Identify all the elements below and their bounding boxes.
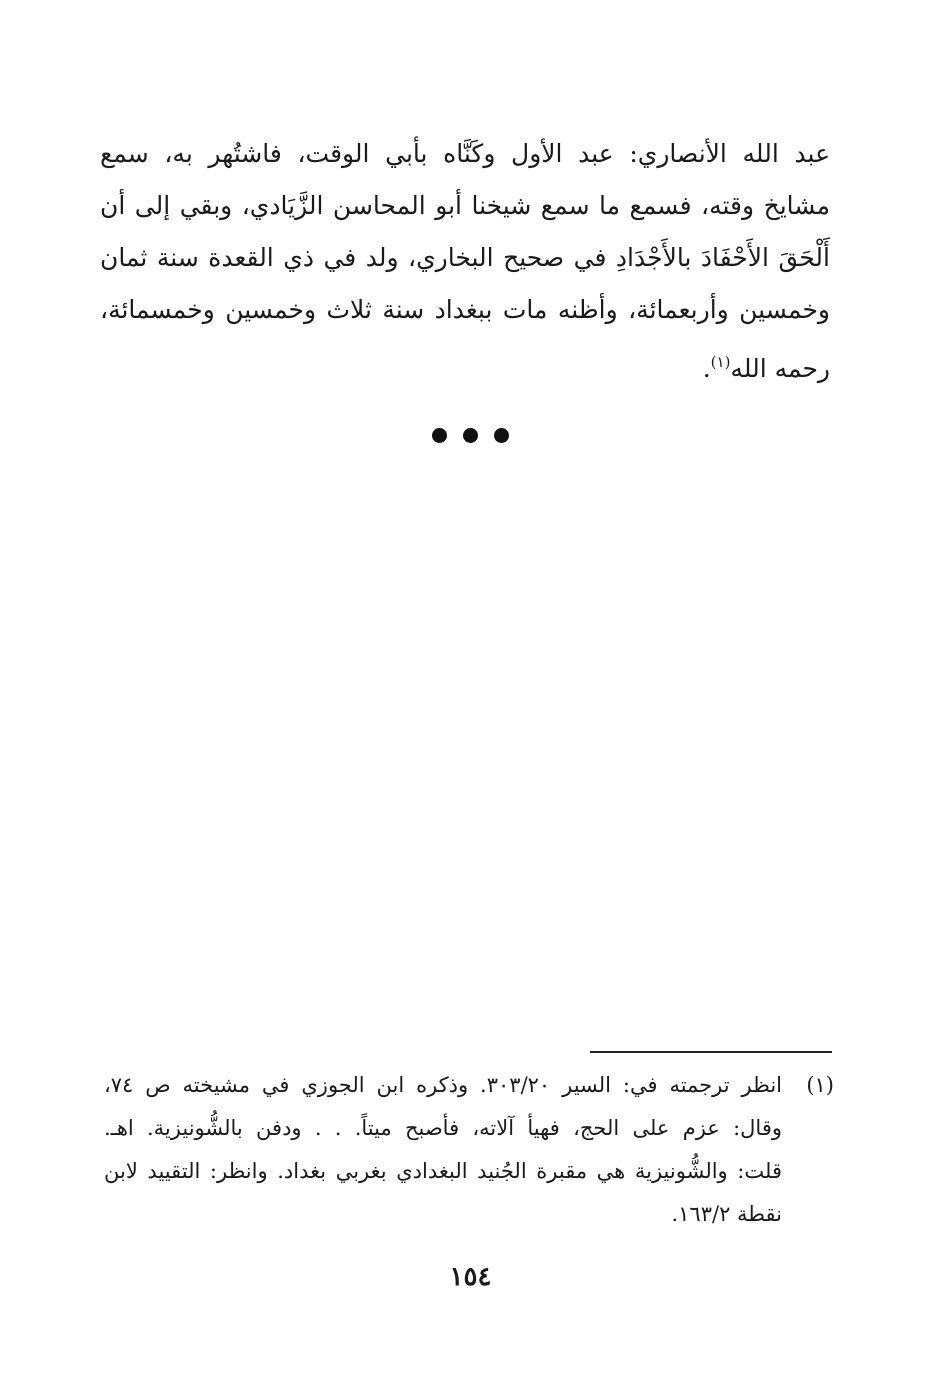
separator-dot <box>463 428 478 443</box>
footnote-marker: (١) <box>806 1073 834 1097</box>
main-text-block <box>100 128 830 388</box>
text-line-5-content: رحمه الله <box>730 354 830 383</box>
separator-dot <box>494 428 509 443</box>
text-line-3: أَلْحَقَ الأَحْفَادَ بالأَجْدَادِ في صحيح البخاري، ولد في ذي القعدة سنة ثمان <box>100 243 830 272</box>
footnote-line-3: قلت: والشُّونيزية هي مقبرة الجُنيد البغدادي بغربي بغداد. وانظر: التقييد لابن <box>104 1159 782 1183</box>
footnotes-block <box>104 1064 834 1236</box>
page-number: ١٥٤ <box>449 1262 492 1292</box>
footnote-1 <box>104 1064 834 1236</box>
text-line-1: عبد الله الأنصاري: عبد الأول وكَنَّاه بأبي الوقت، فاشتُهر به، سمع <box>100 139 830 168</box>
text-line-4: وخمسين وأربعمائة، وأظنه مات ببغداد سنة ثلاث وخمسين وخمسمائة، <box>100 295 830 324</box>
text-line-2: مشايخ وقته، فسمع ما سمع شيخنا أبو المحاسن الزَّيَادي، وبقي إلى أن <box>100 191 830 220</box>
footnote-line-4: نقطة ١٦٣/٢. <box>671 1202 782 1226</box>
footnote-lines <box>104 1064 782 1236</box>
text-line-5 <box>100 336 830 388</box>
footnote-divider <box>590 1051 832 1053</box>
footnote-line-1: انظر ترجمته في: السير ٣٠٣/٢٠. وذكره ابن الجوزي في مشيخته ص ٧٤، <box>104 1073 782 1097</box>
separator-dot <box>432 428 447 443</box>
footnote-line-2: وقال: عزم على الحج، فهيأ آلاته، فأصبح ميتاً. . . ودفن بالشُّونيزية. اهـ. <box>104 1116 782 1140</box>
section-separator <box>0 428 941 443</box>
footnote-reference: (١) <box>710 353 731 371</box>
text-line-5-period: . <box>702 354 711 383</box>
